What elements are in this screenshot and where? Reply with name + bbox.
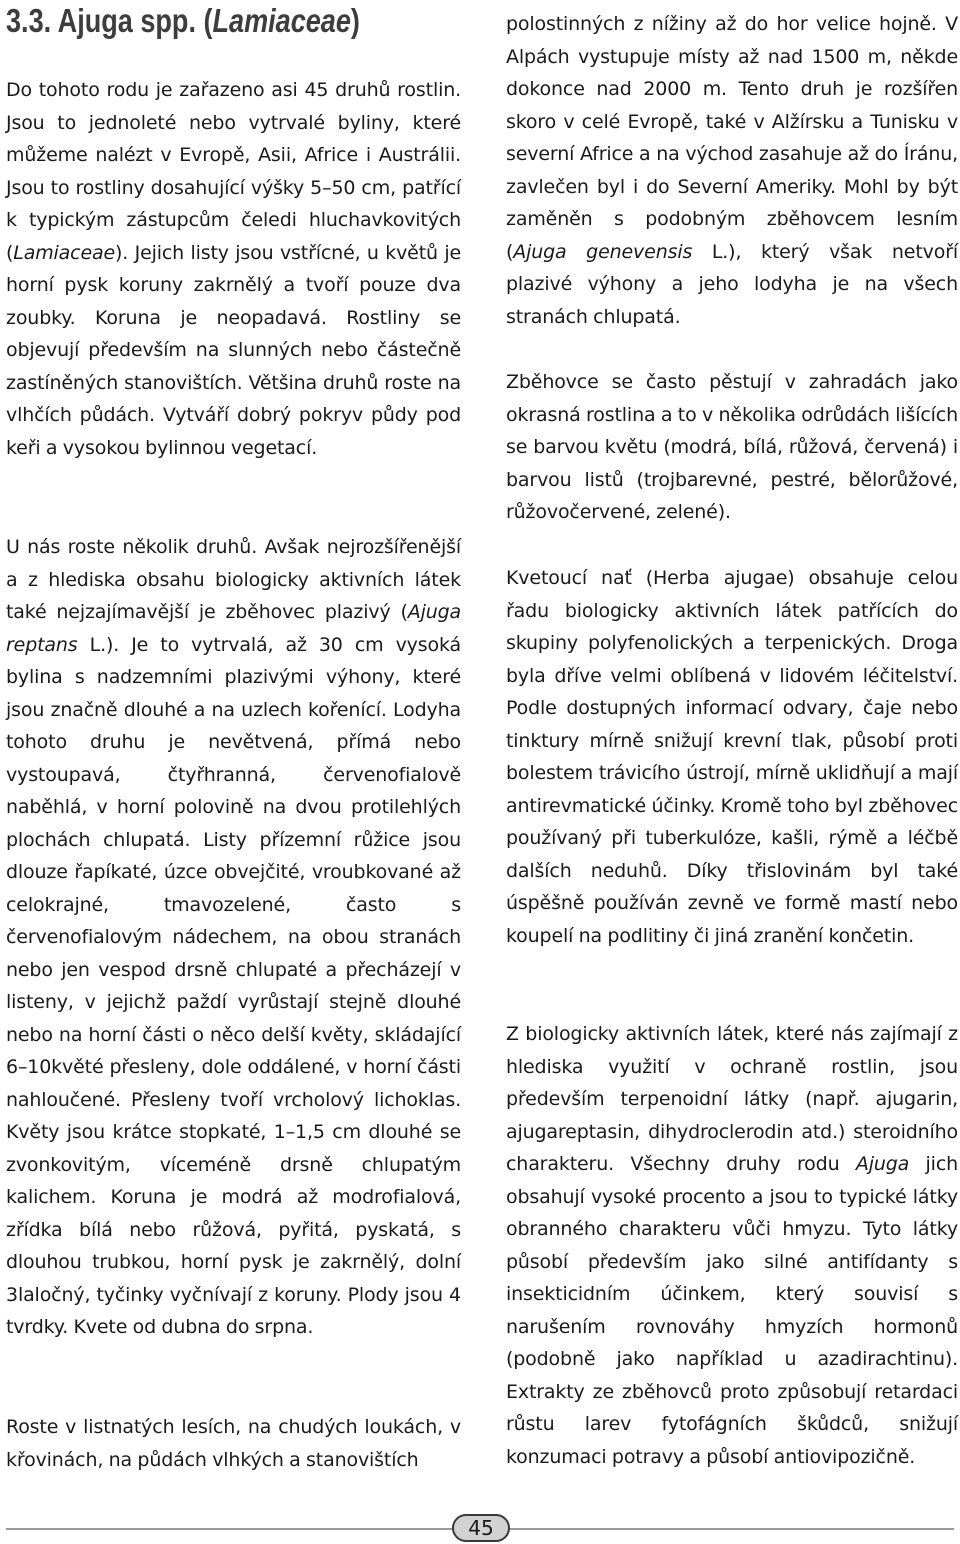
right-p1-text-a: polostinných z nížiny až do hor velice hojně. V Alpách vystupuje místy až nad 1500 m, někde dokonce nad 2000 m. Tento druh je rozšířen skoro v celé Evropě, také v Alžírsku a Tunisku v severní Africe a na východ zasahuje až do Íránu, zavlečen byl i do Severní Ameriky. Mohl by být zaměněn s podobným zběhovcem lesním ( bbox=[506, 13, 958, 263]
right-p4-text-c: jich obsahují vysoké procento a jsou to typické látky obranného charakteru vůči hmyzu. Tyto látky působí především jako silné antifídanty s insekticidním účinkem, který souvisí s narušením rovnováhy hmyzích hormonů (podobně jako například u azadirachtinu). Extrakty ze zběhovců proto způsobují retardaci růstu larev fytofágních škůdců, snižují konzumaci potravy a působí antiovipozičně. bbox=[506, 1153, 959, 1468]
right-p1-latin-name: Ajuga genevensis bbox=[513, 240, 693, 263]
heading-suffix: ) bbox=[350, 2, 360, 39]
left-paragraph-3: Roste v listnatých lesích, na chudých loukách, v křovinách, na půdách vlhkých a stanovištích bbox=[6, 1416, 461, 1471]
section-heading bbox=[6, 0, 360, 42]
left-p2-text-a: U nás roste několik druhů. Avšak nejrozšířenější a z hlediska obsahu biologicky aktivních látek také nejzajímavější je zběhovec plazivý ( bbox=[6, 536, 461, 623]
left-p1-text-c: ). Jejich listy jsou vstřícné, u květů je horní pysk koruny zakrnělý a tvoří pouze dva zoubky. Koruna je neopadavá. Rostliny se objevují především na slunných nebo částečně zastíněných stanovištích. Většina druhů roste na vlhčích půdách. Vytváří dobrý pokryv půdy pod keři a vysokou bylinnou vegetací. bbox=[6, 241, 461, 459]
right-p4-text-a: Z biologicky aktivních látek, které nás zajímají z hlediska využití v ochraně rostlin, jsou především terpenoidní látky (např. ajugarin, ajugareptasin, dihydroclerodin atd.) steroidního charakteru. Všechny druhy rodu bbox=[506, 1023, 958, 1175]
left-paragraph-2 bbox=[6, 531, 461, 1344]
right-paragraph-1 bbox=[506, 8, 958, 333]
right-paragraph-2: Zběhovce se často pěstují v zahradách jako okrasná rostlina a to v několika odrůdách lišících se barvou květu (modrá, bílá, růžová, červená) i barvou listů (trojbarevné, pestré, bělorůžové, růžovočervené, zelené). bbox=[506, 371, 958, 523]
left-p2-latin-name: Ajuga reptans bbox=[6, 601, 461, 656]
right-p4-latin-name: Ajuga bbox=[855, 1153, 910, 1175]
heading-family: Lamiaceae bbox=[212, 2, 351, 39]
left-p2-text-c: L.). Je to vytrvalá, až 30 cm vysoká bylina s nadzemními plazivými výhony, které jsou značně dlouhé a na uzlech kořenící. Lodyha tohoto druhu je nevětvená, přímá nebo vystoupavá, čtyřhranná, červenofialově naběhlá, v horní polovině na dvou protilehlých plochách chlupatá. Listy přízemní růžice jsou dlouze řapíkaté, úzce obvejčité, vroubkované až celokrajné, tmavozelené, často s červenofialovým nádechem, na obou stranách nebo jen vespod drsně chlupaté a přecházejí v listeny, v jejichž paždí vyrůstají stejně dlouhé nebo na horní části o něco delší květy, skládající 6–10květé přesleny, dole oddálené, v horní části nahloučené. Přesleny tvoří vrcholový lichoklas. Květy jsou krátce stopkaté, 1–1,5 cm dlouhé se zvonkovitým, víceméně drsně chlupatým kalichem. Koruna je modrá až modrofialová, zřídka bílá nebo růžová, pyřitá, pyskatá, s dlouhou trubkou, horní pysk je zakrnělý, dolní 3laločný, tyčinky vyčnívají z koruny. Plody jsou 4 tvrdky. Kvete od dubna do srpna. bbox=[6, 633, 461, 1338]
page-footer bbox=[0, 1512, 960, 1544]
right-p1-text-c: L.), který však netvoří plazivé výhony a jeho lodyha je na všech stranách chlupatá. bbox=[506, 240, 958, 328]
page-number: 45 bbox=[452, 1514, 510, 1542]
right-paragraph-3: Kvetoucí nať (Herba ajugae) obsahuje celou řadu biologicky aktivních látek patřících do skupiny polyfenolických a terpenických. Droga byla dříve velmi oblíbená v lidovém léčitelství. Podle dostupných informací odvary, čaje nebo tinktury mírně snižují krevní tlak, působí proti bolestem trávicího ústrojí, mírně uklidňují a mají antirevmatické účinky. Kromě toho byl zběhovec používaný při tuberkulóze, kašli, rýmě a léčbě dalších neduhů. Díky třislovinám byl také úspěšně používán zevně ve formě mastí nebo koupelí na podlitiny či jiná zranění končetin. bbox=[506, 567, 958, 947]
left-p1-text-a: Do tohoto rodu je zařazeno asi 45 druhů rostlin. Jsou to jednoleté nebo vytrvalé byliny, které můžeme nalézt v Evropě, Asii, Africe i Austrálii. Jsou to rostliny dosahující výšky 5–50 cm, patřící k typickým zástupcům čeledi hluchavkovitých ( bbox=[6, 79, 461, 264]
right-paragraph-4 bbox=[506, 1018, 958, 1473]
heading-prefix: 3.3. Ajuga spp. ( bbox=[6, 2, 213, 39]
left-p1-latin-name: Lamiaceae bbox=[13, 241, 116, 264]
left-paragraph-1 bbox=[6, 74, 461, 464]
